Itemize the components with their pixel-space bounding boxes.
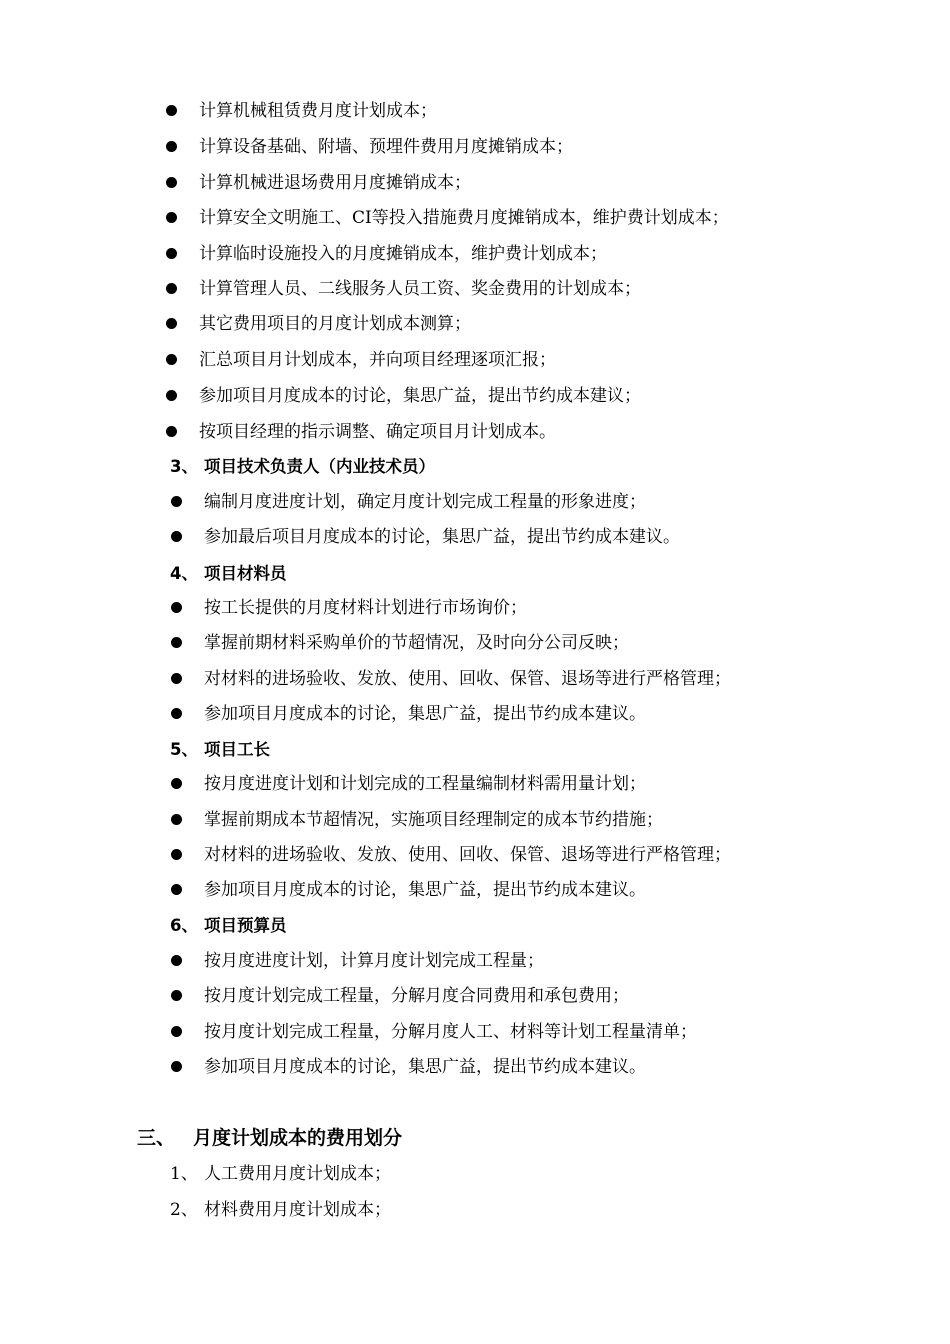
- list-item: 编制月度进度计划，确定月度计划完成工程量的形象进度；: [204, 492, 646, 512]
- heading-title: 项目工长: [204, 740, 270, 759]
- bullet-icon: [166, 426, 177, 437]
- heading-title: 项目材料员: [204, 564, 287, 583]
- section-title: 月度计划成本的费用划分: [193, 1127, 403, 1149]
- bullet-icon: [171, 814, 182, 825]
- bullet-icon: [166, 141, 177, 152]
- list-item: 按工长提供的月度材料计划进行市场询价；: [204, 598, 527, 618]
- section-number: 三、: [137, 1127, 176, 1149]
- list-item: 计算机械进退场费用月度摊销成本；: [199, 173, 471, 193]
- list-item: 掌握前期材料采购单价的节超情况，及时向分公司反映；: [204, 633, 629, 653]
- item-text: 材料费用月度计划成本；: [204, 1200, 391, 1220]
- item-number: 1、: [170, 1164, 198, 1184]
- heading-title: 项目预算员: [204, 916, 287, 935]
- bullet-icon: [166, 283, 177, 294]
- list-item: 参加项目月度成本的讨论，集思广益，提出节约成本建议。: [204, 704, 646, 724]
- numbered-item: [170, 1198, 391, 1222]
- role-heading: [170, 562, 287, 586]
- bullet-icon: [171, 637, 182, 648]
- list-item: 按项目经理的指示调整、确定项目月计划成本。: [199, 422, 556, 442]
- bullet-icon: [171, 602, 182, 613]
- bullet-icon: [166, 105, 177, 116]
- bullet-icon: [171, 531, 182, 542]
- bullet-icon: [171, 955, 182, 966]
- numbered-item: [170, 1162, 391, 1186]
- bullet-icon: [171, 496, 182, 507]
- item-text: 人工费用月度计划成本；: [204, 1164, 391, 1184]
- list-item: 其它费用项目的月度计划成本测算；: [199, 314, 471, 334]
- bullet-icon: [166, 318, 177, 329]
- list-item: 计算临时设施投入的月度摊销成本，维护费计划成本；: [199, 244, 607, 264]
- heading-number: 6、: [170, 916, 198, 935]
- bullet-icon: [171, 1026, 182, 1037]
- bullet-icon: [166, 354, 177, 365]
- list-item: 按月度进度计划，计算月度计划完成工程量；: [204, 951, 544, 971]
- list-item: 参加项目月度成本的讨论，集思广益，提出节约成本建议；: [199, 386, 641, 406]
- list-item: 汇总项目月计划成本，并向项目经理逐项汇报；: [199, 350, 556, 370]
- list-item: 计算机械租赁费月度计划成本；: [199, 101, 437, 121]
- bullet-icon: [166, 248, 177, 259]
- bullet-icon: [166, 212, 177, 223]
- list-item: 参加最后项目月度成本的讨论，集思广益，提出节约成本建议。: [204, 527, 680, 547]
- bullet-icon: [171, 673, 182, 684]
- list-item: 参加项目月度成本的讨论，集思广益，提出节约成本建议。: [204, 880, 646, 900]
- item-number: 2、: [170, 1200, 198, 1220]
- heading-number: 4、: [170, 564, 198, 583]
- bullet-icon: [171, 778, 182, 789]
- section-heading: [137, 1125, 402, 1151]
- list-item: 掌握前期成本节超情况，实施项目经理制定的成本节约措施；: [204, 810, 663, 830]
- bullet-icon: [166, 390, 177, 401]
- list-item: 对材料的进场验收、发放、使用、回收、保管、退场等进行严格管理；: [204, 669, 731, 689]
- list-item: 参加项目月度成本的讨论，集思广益，提出节约成本建议。: [204, 1057, 646, 1077]
- bullet-icon: [171, 990, 182, 1001]
- bullet-icon: [171, 708, 182, 719]
- heading-title: 项目技术负责人（内业技术员）: [204, 457, 435, 476]
- list-item: 按月度计划完成工程量，分解月度合同费用和承包费用；: [204, 986, 629, 1006]
- list-item: 计算管理人员、二线服务人员工资、奖金费用的计划成本；: [199, 279, 641, 299]
- heading-number: 5、: [170, 740, 198, 759]
- role-heading: [170, 914, 287, 938]
- list-item: 计算设备基础、附墙、预埋件费用月度摊销成本；: [199, 137, 573, 157]
- bullet-icon: [166, 177, 177, 188]
- bullet-icon: [171, 1061, 182, 1072]
- list-item: 计算安全文明施工、CI等投入措施费月度摊销成本，维护费计划成本；: [199, 208, 729, 228]
- role-heading: [170, 738, 270, 762]
- list-item: 按月度计划完成工程量，分解月度人工、材料等计划工程量清单；: [204, 1022, 697, 1042]
- bullet-icon: [171, 849, 182, 860]
- role-heading: [170, 455, 435, 479]
- heading-number: 3、: [170, 457, 198, 476]
- list-item: 对材料的进场验收、发放、使用、回收、保管、退场等进行严格管理；: [204, 845, 731, 865]
- bullet-icon: [171, 884, 182, 895]
- list-item: 按月度进度计划和计划完成的工程量编制材料需用量计划；: [204, 774, 646, 794]
